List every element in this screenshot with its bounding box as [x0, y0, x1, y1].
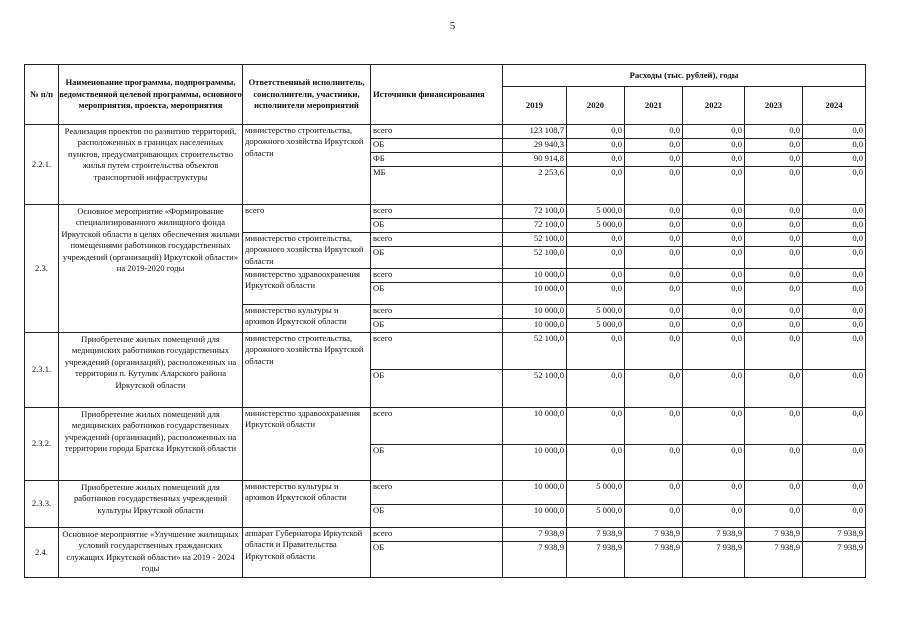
- value-2021: 0,0: [625, 305, 683, 319]
- value-2024: 7 938,9: [803, 542, 866, 578]
- value-2020: 0,0: [567, 247, 625, 269]
- page-number: 5: [449, 20, 456, 32]
- value-2021: 0,0: [625, 247, 683, 269]
- value-2022: 0,0: [683, 153, 745, 167]
- row-responsible: министерство строительства, дорожного хозяйства Иркутской области: [243, 333, 371, 408]
- value-2023: 0,0: [745, 125, 803, 139]
- row-name: Основное мероприятие «Улучшение жилищных условий государственных гражданских служащих Иркутской области» на 2019 - 2024 годы: [59, 528, 243, 578]
- table-row: [25, 408, 866, 445]
- value-2021: 0,0: [625, 333, 683, 370]
- row-source: ОБ: [371, 542, 503, 578]
- value-2019: 123 108,7: [503, 125, 567, 139]
- value-2021: 0,0: [625, 219, 683, 233]
- header-responsible: Ответственный исполнитель, соисполнители, участники, исполнители мероприятий: [243, 65, 371, 125]
- value-2019: 10 000,0: [503, 505, 567, 528]
- row-source: ОБ: [371, 370, 503, 408]
- row-source: ОБ: [371, 283, 503, 305]
- value-2023: 0,0: [745, 167, 803, 205]
- value-2021: 0,0: [625, 408, 683, 445]
- value-2019: 10 000,0: [503, 319, 567, 333]
- value-2020: 5 000,0: [567, 205, 625, 219]
- value-2019: 10 000,0: [503, 481, 567, 505]
- value-2023: 0,0: [745, 481, 803, 505]
- value-2021: 0,0: [625, 153, 683, 167]
- row-source: МБ: [371, 167, 503, 205]
- value-2024: 0,0: [803, 269, 866, 283]
- row-source: ОБ: [371, 219, 503, 233]
- row-source: всего: [371, 233, 503, 247]
- value-2023: 0,0: [745, 205, 803, 219]
- value-2019: 52 100,0: [503, 370, 567, 408]
- row-source: ОБ: [371, 445, 503, 481]
- value-2023: 0,0: [745, 408, 803, 445]
- row-name: Приобретение жилых помещений для работников государственных учреждений культуры Иркутской области: [59, 481, 243, 528]
- value-2020: 0,0: [567, 233, 625, 247]
- value-2022: 0,0: [683, 445, 745, 481]
- row-source: всего: [371, 125, 503, 139]
- row-source: всего: [371, 408, 503, 445]
- row-responsible: министерство здравоохранения Иркутской области: [243, 408, 371, 481]
- row-responsible: министерство культуры и архивов Иркутской области: [243, 481, 371, 528]
- value-2022: 0,0: [683, 167, 745, 205]
- value-2022: 0,0: [683, 269, 745, 283]
- value-2021: 0,0: [625, 445, 683, 481]
- value-2024: 0,0: [803, 125, 866, 139]
- value-2022: 0,0: [683, 233, 745, 247]
- value-2023: 0,0: [745, 319, 803, 333]
- value-2021: 0,0: [625, 269, 683, 283]
- value-2022: 0,0: [683, 505, 745, 528]
- value-2024: 0,0: [803, 205, 866, 219]
- value-2024: 0,0: [803, 505, 866, 528]
- value-2022: 0,0: [683, 139, 745, 153]
- value-2019: 7 938,9: [503, 542, 567, 578]
- row-source: всего: [371, 205, 503, 219]
- value-2024: 0,0: [803, 319, 866, 333]
- value-2019: 10 000,0: [503, 408, 567, 445]
- row-name: Основное мероприятие «Формирование специализированного жилищного фонда Иркутской области в целях обеспечения жильми помещениями работников государственных учреждений (организаций) Иркутской области» на 2019-2020 годы: [59, 205, 243, 333]
- row-number: 2.3.: [25, 205, 59, 333]
- value-2023: 0,0: [745, 247, 803, 269]
- value-2022: 0,0: [683, 305, 745, 319]
- row-name: Приобретение жилых помещений для медицинских работников государственных учреждений (организаций), расположенных на территории города Братска Иркутской области: [59, 408, 243, 481]
- value-2019: 52 100,0: [503, 247, 567, 269]
- row-source: всего: [371, 269, 503, 283]
- value-2020: 0,0: [567, 125, 625, 139]
- row-source: ОБ: [371, 505, 503, 528]
- value-2021: 0,0: [625, 481, 683, 505]
- value-2020: 0,0: [567, 333, 625, 370]
- value-2020: 0,0: [567, 269, 625, 283]
- value-2022: 0,0: [683, 370, 745, 408]
- value-2024: 0,0: [803, 167, 866, 205]
- value-2024: 0,0: [803, 408, 866, 445]
- value-2022: 0,0: [683, 125, 745, 139]
- value-2022: 7 938,9: [683, 528, 745, 542]
- value-2022: 0,0: [683, 247, 745, 269]
- value-2019: 90 914,8: [503, 153, 567, 167]
- value-2021: 0,0: [625, 139, 683, 153]
- value-2019: 10 000,0: [503, 269, 567, 283]
- value-2023: 0,0: [745, 505, 803, 528]
- value-2020: 0,0: [567, 283, 625, 305]
- value-2020: 0,0: [567, 139, 625, 153]
- value-2020: 7 938,9: [567, 528, 625, 542]
- value-2019: 10 000,0: [503, 305, 567, 319]
- table-row: [25, 481, 866, 505]
- row-responsible: аппарат Губернатора Иркутской области и Правительства Иркутской области: [243, 528, 371, 578]
- value-2023: 0,0: [745, 153, 803, 167]
- value-2023: 0,0: [745, 445, 803, 481]
- row-source: всего: [371, 528, 503, 542]
- value-2022: 0,0: [683, 333, 745, 370]
- row-source: ОБ: [371, 319, 503, 333]
- header-year-2023: 2023: [745, 87, 803, 125]
- value-2023: 0,0: [745, 269, 803, 283]
- value-2024: 0,0: [803, 283, 866, 305]
- value-2024: 0,0: [803, 153, 866, 167]
- value-2023: 0,0: [745, 370, 803, 408]
- value-2022: 0,0: [683, 283, 745, 305]
- table-row: [25, 528, 866, 542]
- value-2021: 0,0: [625, 125, 683, 139]
- value-2023: 0,0: [745, 305, 803, 319]
- row-responsible: министерство культуры и архивов Иркутской области: [243, 305, 371, 333]
- value-2019: 2 253,6: [503, 167, 567, 205]
- value-2023: 0,0: [745, 333, 803, 370]
- value-2019: 72 100,0: [503, 219, 567, 233]
- row-number: 2.3.2.: [25, 408, 59, 481]
- row-responsible: всего: [243, 205, 371, 233]
- value-2024: 0,0: [803, 445, 866, 481]
- value-2019: 52 100,0: [503, 333, 567, 370]
- value-2021: 0,0: [625, 233, 683, 247]
- value-2024: 0,0: [803, 305, 866, 319]
- value-2020: 5 000,0: [567, 505, 625, 528]
- value-2020: 0,0: [567, 167, 625, 205]
- value-2020: 0,0: [567, 370, 625, 408]
- value-2020: 0,0: [567, 153, 625, 167]
- value-2024: 0,0: [803, 247, 866, 269]
- value-2024: 7 938,9: [803, 528, 866, 542]
- value-2020: 0,0: [567, 445, 625, 481]
- row-number: 2.2.1.: [25, 125, 59, 205]
- value-2021: 7 938,9: [625, 528, 683, 542]
- row-number: 2.3.3.: [25, 481, 59, 528]
- value-2023: 0,0: [745, 139, 803, 153]
- value-2022: 0,0: [683, 319, 745, 333]
- value-2023: 0,0: [745, 219, 803, 233]
- table-row: [25, 125, 866, 139]
- value-2024: 0,0: [803, 370, 866, 408]
- table-row: [25, 333, 866, 370]
- value-2020: 5 000,0: [567, 481, 625, 505]
- value-2024: 0,0: [803, 219, 866, 233]
- value-2023: 7 938,9: [745, 528, 803, 542]
- header-source: Источники финансирования: [371, 65, 503, 125]
- header-year-2024: 2024: [803, 87, 866, 125]
- value-2021: 0,0: [625, 319, 683, 333]
- financing-table: [24, 64, 866, 578]
- value-2019: 52 100,0: [503, 233, 567, 247]
- row-source: всего: [371, 333, 503, 370]
- value-2022: 0,0: [683, 481, 745, 505]
- value-2020: 5 000,0: [567, 319, 625, 333]
- value-2020: 7 938,9: [567, 542, 625, 578]
- value-2020: 5 000,0: [567, 305, 625, 319]
- value-2022: 7 938,9: [683, 542, 745, 578]
- header-year-2022: 2022: [683, 87, 745, 125]
- value-2023: 7 938,9: [745, 542, 803, 578]
- value-2021: 0,0: [625, 205, 683, 219]
- value-2021: 0,0: [625, 370, 683, 408]
- value-2019: 10 000,0: [503, 445, 567, 481]
- row-responsible: министерство строительства, дорожного хозяйства Иркутской области: [243, 125, 371, 205]
- value-2023: 0,0: [745, 233, 803, 247]
- value-2024: 0,0: [803, 233, 866, 247]
- row-responsible: министерство здравоохранения Иркутской области: [243, 269, 371, 305]
- value-2019: 7 938,9: [503, 528, 567, 542]
- value-2020: 5 000,0: [567, 219, 625, 233]
- value-2021: 0,0: [625, 505, 683, 528]
- value-2021: 0,0: [625, 167, 683, 205]
- row-responsible: министерство строительства, дорожного хозяйства Иркутской области: [243, 233, 371, 269]
- table-row: [25, 205, 866, 219]
- value-2024: 0,0: [803, 481, 866, 505]
- row-source: всего: [371, 481, 503, 505]
- value-2022: 0,0: [683, 408, 745, 445]
- header-num: № п/п: [25, 65, 59, 125]
- header-year-2019: 2019: [503, 87, 567, 125]
- value-2019: 29 940,3: [503, 139, 567, 153]
- value-2022: 0,0: [683, 219, 745, 233]
- header-year-2020: 2020: [567, 87, 625, 125]
- row-source: ОБ: [371, 247, 503, 269]
- value-2021: 7 938,9: [625, 542, 683, 578]
- value-2022: 0,0: [683, 205, 745, 219]
- row-source: ФБ: [371, 153, 503, 167]
- row-source: ОБ: [371, 139, 503, 153]
- header-year-2021: 2021: [625, 87, 683, 125]
- value-2019: 72 100,0: [503, 205, 567, 219]
- row-number: 2.4.: [25, 528, 59, 578]
- row-source: всего: [371, 305, 503, 319]
- row-number: 2.3.1.: [25, 333, 59, 408]
- value-2024: 0,0: [803, 139, 866, 153]
- header-name: Наименование программы, подпрограммы, ведомственной целевой программы, основного мероприятия, проекта, мероприятия: [59, 65, 243, 125]
- value-2020: 0,0: [567, 408, 625, 445]
- header-expenses: Расходы (тыс. рублей), годы: [503, 65, 866, 87]
- value-2019: 10 000,0: [503, 283, 567, 305]
- value-2023: 0,0: [745, 283, 803, 305]
- value-2021: 0,0: [625, 283, 683, 305]
- row-name: Реализация проектов по развитию территорий, расположенных в границах населенных пунктов, предусматривающих строительство жилья путем строительства объектов транспортной инфраструктуры: [59, 125, 243, 205]
- row-name: Приобретение жилых помещений для медицинских работников государственных учреждений (организаций), расположенных на территории п. Кутулик Аларского района Иркутской области: [59, 333, 243, 408]
- value-2024: 0,0: [803, 333, 866, 370]
